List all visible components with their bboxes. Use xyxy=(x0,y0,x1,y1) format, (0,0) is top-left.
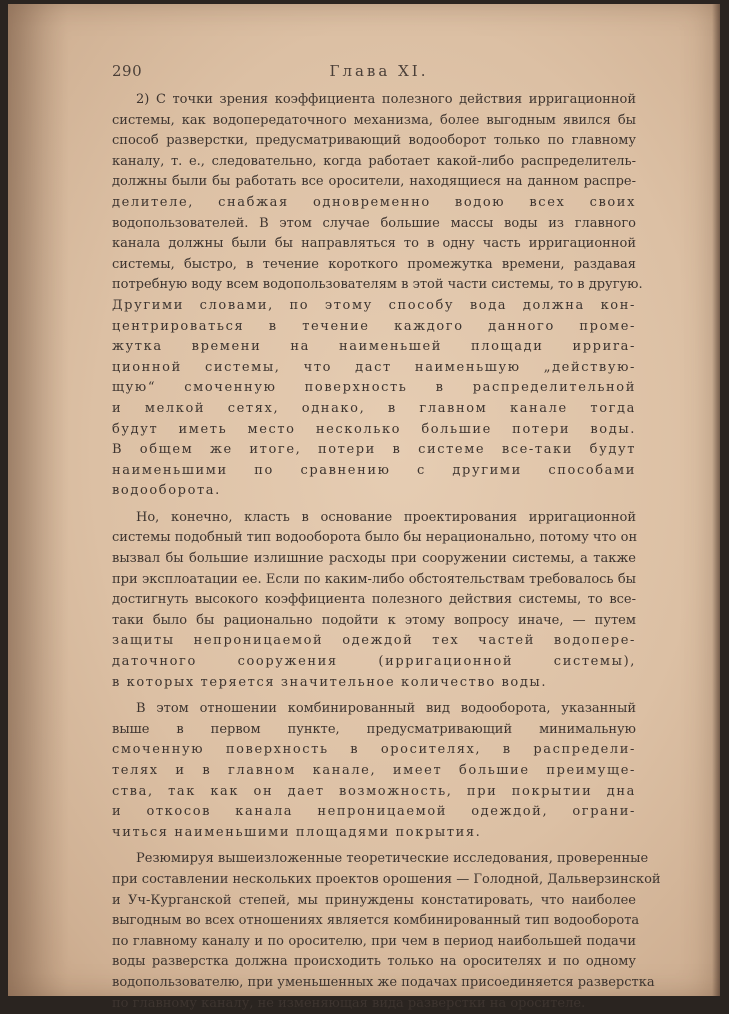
text-line: Резюмируя вышеизложенные теоретические исследования, проверенные xyxy=(136,851,649,867)
text-line: будут иметь место несколько большие потери воды. xyxy=(112,421,636,437)
text-line: Но, конечно, класть в основание проектирования ирригационной xyxy=(136,509,636,525)
text-line: Другими словами, по этому способу вода должна кон- xyxy=(112,297,636,313)
text-line: по главному каналу и по оросителю, при чем в период наибольшей подачи xyxy=(112,933,636,949)
chapter-title: Глава XI. xyxy=(329,62,429,80)
text-line: даточного сооружения (ирригационной системы), xyxy=(112,654,636,670)
page-edge-shadow xyxy=(712,4,720,996)
text-line: достигнуть высокого коэффициента полезного действия системы, то все- xyxy=(112,592,636,608)
text-line: должны были бы работать все оросители, находящиеся на данном распре- xyxy=(112,174,636,190)
text-line: жутка времени на наименьшей площади ирриrа- xyxy=(112,339,636,355)
text-line: водооборота. xyxy=(112,483,221,499)
text-line: в которых теряется значительное количество воды. xyxy=(112,674,548,690)
text-line: и откосов канала непроницаемой одеждой, ограни- xyxy=(112,804,636,820)
text-line: наименьшими по сравнению с другими способами xyxy=(112,462,636,478)
text-line: В общем же итоге, потери в системе все-таки будут xyxy=(112,442,636,458)
text-line: при составлении нескольких проектов орошения — Голодной, Дальверзинской xyxy=(112,871,661,887)
paragraph xyxy=(112,508,636,693)
text-line: вызвал бы большие излишние расходы при сооружении системы, а также xyxy=(112,551,636,567)
text-line: способ разверстки, предусматривающий водооборот только по главному xyxy=(112,133,636,149)
text-line: при эксплоатации ее. Если по каким-либо обстоятельствам требовалось бы xyxy=(112,571,636,587)
text-line: и Уч-Курганской степей, мы принуждены констатировать, что наиболее xyxy=(112,892,636,908)
text-line: системы, быстро, в течение короткого промежутка времени, раздавая xyxy=(112,256,636,272)
text-line: 2) С точки зрения коэффициента полезного действия ирригационной xyxy=(136,92,636,107)
text-line: водопользователю, при уменьшенных же подачах присоединяется разверстка xyxy=(112,974,655,990)
text-line: потребную воду всем водопользователям в этой части системы, то в другую. xyxy=(112,277,643,293)
body-text xyxy=(112,90,661,1014)
text-line: выше в первом пункте, предусматривающий минимальную xyxy=(112,721,636,737)
text-line: читься наименьшими площадями покрытия. xyxy=(112,824,482,840)
text-line: щую“ смоченную поверхность в распределительной xyxy=(112,380,636,396)
text-line: и мелкой сетях, однако, в главном канале тогда xyxy=(112,400,636,416)
text-line: каналу, т. е., следовательно, когда работает какой-либо распределитель- xyxy=(112,153,636,169)
paragraph xyxy=(112,90,643,502)
text-line: канала должны были бы направляться то в одну часть ирригационной xyxy=(112,236,636,252)
page-header xyxy=(8,62,720,84)
text-line: ционной системы, что даст наименьшую „действую- xyxy=(112,359,636,375)
text-line: системы подобный тип водооборота было бы нерационально, потому что он xyxy=(112,530,638,546)
text-line: делителе, снабжая одновременно водою всех своих xyxy=(112,194,636,210)
text-line: В этом отношении комбинированный вид водооборота, указанный xyxy=(136,701,636,717)
page-number: 290 xyxy=(112,62,143,80)
text-line: ства, так как он дает возможность, при покрытии дна xyxy=(112,783,636,799)
text-line: защиты непроницаемой одеждой тех частей водопере- xyxy=(112,633,636,649)
spine-shadow xyxy=(8,4,68,996)
text-line: водопользователей. В этом случае большие массы воды из главного xyxy=(112,215,636,231)
paragraph xyxy=(112,849,661,1014)
text-line: таки было бы рационально подойти к этому вопросу иначе, — путем xyxy=(112,612,636,628)
text-line: смоченную поверхность в оросителях, в распредели- xyxy=(112,742,636,758)
text-line: системы, как водопередаточного механизма, более выгодным явился бы xyxy=(112,112,636,128)
text-line: воды разверстка должна происходить только на оросителях и по одному xyxy=(112,954,636,970)
text-line: телях и в главном канале, имеет большие преимуще- xyxy=(112,763,636,778)
paragraph xyxy=(112,699,636,843)
text-line: центрироваться в течение каждого данного проме- xyxy=(112,318,636,334)
book-page xyxy=(8,4,720,1011)
text-line: выгодным во всех отношениях является комбинированный тип водооборота xyxy=(112,913,640,929)
text-line: по главному каналу, не изменяющая вида разверстки на оросителе. xyxy=(112,995,586,1011)
